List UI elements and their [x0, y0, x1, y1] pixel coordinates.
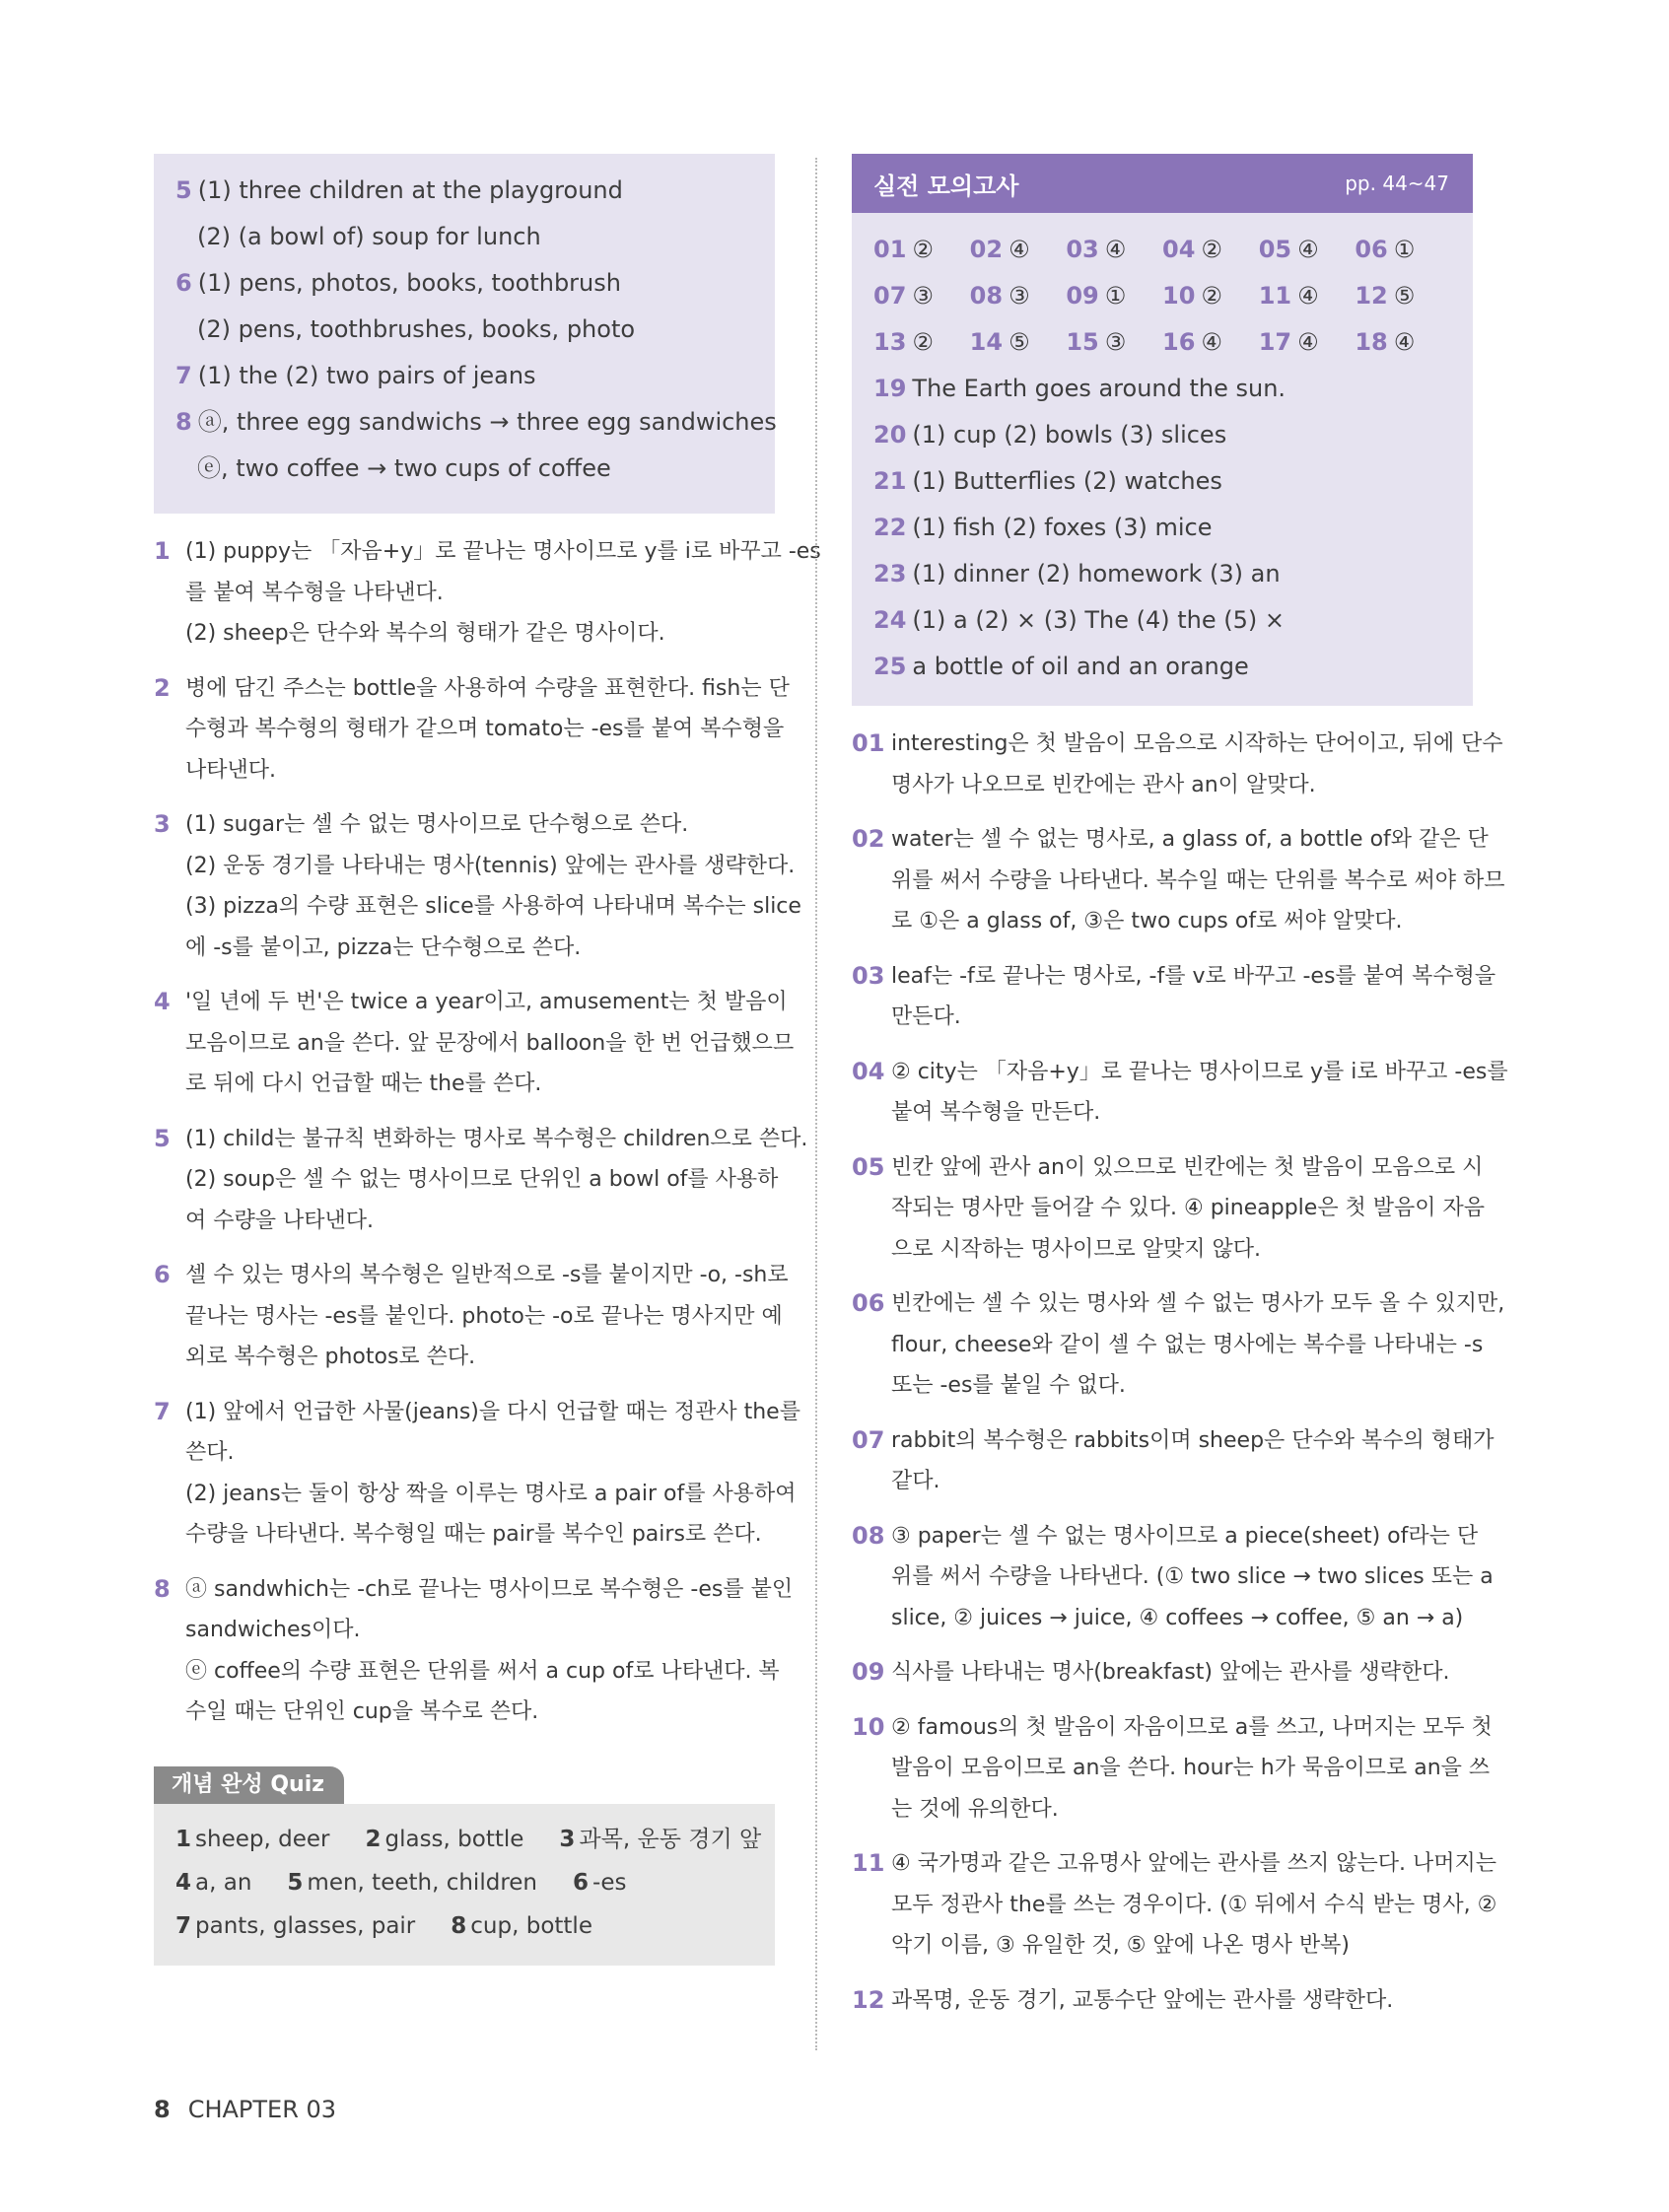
- explanation-item: [154, 1392, 800, 1555]
- mc-answer: [873, 227, 970, 273]
- question-number: 05: [1258, 236, 1292, 263]
- mc-answer: [1259, 319, 1356, 366]
- explanation-line: (1) 앞에서 언급한 사물(jeans)을 다시 언급할 때는 정관사 the를: [185, 1399, 800, 1424]
- answer-text: a bottle of oil and an orange: [912, 653, 1249, 680]
- quiz-number: 5: [287, 1869, 304, 1896]
- quiz-answer: [451, 1904, 592, 1948]
- quiz-answers: [154, 1804, 775, 1966]
- explanation-line: 위를 써서 수량을 나타낸다. 복수일 때는 단위를 복수로 써야 하므: [891, 867, 1505, 893]
- explanation-line: (1) puppy는 「자음+y」로 끝나는 명사이므로 y를 i로 바꾸고 -es: [185, 539, 821, 564]
- mc-answer-row: [873, 227, 1451, 273]
- explanation-line: 으로 시작하는 명사이므로 알맞지 않다.: [891, 1236, 1261, 1262]
- question-number: 07: [873, 282, 907, 310]
- explanation-text: [891, 956, 1495, 1038]
- explanation-line: 는 것에 유의한다.: [891, 1796, 1059, 1822]
- mock-test-header: [852, 154, 1473, 213]
- explanation-line: 빈칸 앞에 관사 an이 있으므로 빈칸에는 첫 발음이 모음으로 시: [891, 1154, 1484, 1180]
- mc-answer: [970, 227, 1067, 273]
- explanation-line: '일 년에 두 번'은 twice a year이고, amusement는 첫 발음이: [185, 990, 788, 1014]
- explanation-line: water는 셀 수 없는 명사로, a glass of, a bottle of와 같은 단: [891, 827, 1489, 852]
- question-number: 08: [969, 282, 1004, 310]
- explanation-line: ④ 국가명과 같은 고유명사 앞에는 관사를 쓰지 않는다. 나머지는: [891, 1851, 1496, 1876]
- answer-choice: ①: [1104, 282, 1127, 310]
- question-number: 22: [873, 514, 907, 541]
- question-number: 21: [873, 467, 907, 495]
- explanation-item: [852, 1980, 1473, 2022]
- explanation-line: 여 수량을 나타낸다.: [185, 1208, 374, 1233]
- explanation-text: [185, 1569, 793, 1733]
- written-answer-row: [873, 644, 1451, 690]
- answer-choice: ⑤: [1008, 328, 1030, 356]
- question-number: 19: [873, 375, 907, 402]
- answer-choice: ④: [1297, 282, 1319, 310]
- explanation-line: (3) pizza의 수량 표현은 slice를 사용하여 나타내며 복수는 slice: [185, 894, 801, 919]
- chapter-label: CHAPTER 03: [187, 2096, 337, 2123]
- explanation-line: slice, ② juices → juice, ④ coffees → coffee, ⑤ an → a): [891, 1605, 1464, 1630]
- quiz-text: 과목, 운동 경기 앞: [579, 1826, 762, 1852]
- quiz-answer: [573, 1861, 626, 1904]
- explanation-line: ⓐ sandwhich는 -ch로 끝나는 명사이므로 복수형은 -es를 붙인: [185, 1576, 794, 1602]
- answer-row: [175, 399, 777, 446]
- page-number: 8: [154, 2096, 171, 2123]
- explanation-item: [154, 1569, 794, 1733]
- quiz-answer: [175, 1861, 251, 1904]
- answer-choice: ②: [912, 236, 934, 263]
- explanation-text: [891, 1652, 1473, 1694]
- explanation-line: sandwiches이다.: [185, 1618, 361, 1642]
- mc-answer: [1066, 227, 1162, 273]
- quiz-number: 6: [573, 1869, 590, 1896]
- explanation-line: (2) jeans는 둘이 항상 짝을 이루는 명사로 a pair of를 사용하여: [185, 1481, 797, 1506]
- explanation-text: [185, 1119, 807, 1242]
- mock-test-title: 실전 모의고사: [873, 172, 1019, 200]
- quiz-answer: [175, 1904, 415, 1948]
- explanation-item: [852, 1283, 1505, 1407]
- explanation-item: [852, 724, 1503, 805]
- explanation-line: 붙여 복수형을 만든다.: [891, 1100, 1101, 1125]
- question-number: 15: [1066, 328, 1099, 356]
- explanation-line: 발음이 모음이므로 an을 쓴다. hour는 h가 묵음이므로 an을 쓰: [891, 1756, 1491, 1780]
- explanation-line: flour, cheese와 같이 셀 수 없는 명사에는 복수를 나타내는 -s: [891, 1332, 1484, 1357]
- explanation-number: 7: [154, 1397, 171, 1425]
- explanation-line: (2) 운동 경기를 나타내는 명사(tennis) 앞에는 관사를 생략한다.: [185, 853, 796, 878]
- quiz-number: 3: [559, 1826, 576, 1852]
- question-number: 20: [873, 421, 907, 449]
- written-answer-row: [873, 597, 1451, 644]
- explanation-line: 에 -s를 붙이고, pizza는 단수형으로 쓴다.: [185, 934, 582, 960]
- answer-row: [175, 446, 753, 492]
- explanation-text: [891, 1980, 1473, 2022]
- explanation-text: [891, 1147, 1485, 1271]
- question-number: 24: [873, 606, 907, 634]
- answer-text: (1) the (2) two pairs of jeans: [197, 362, 536, 389]
- explanation-text: [185, 531, 821, 655]
- quiz-row: [175, 1818, 762, 1861]
- explanation-text: [185, 982, 794, 1105]
- written-answer-row: [873, 505, 1451, 551]
- mc-answer: [1259, 273, 1356, 319]
- explanation-item: [852, 819, 1505, 942]
- answer-text: ⓐ, three egg sandwichs → three egg sandwiches: [197, 408, 777, 436]
- answer-text: (1) dinner (2) homework (3) an: [912, 560, 1281, 588]
- explanation-line: 식사를 나타내는 명사(breakfast) 앞에는 관사를 생략한다.: [891, 1660, 1450, 1685]
- quiz-text: -es: [592, 1869, 627, 1896]
- right-explanations: [852, 724, 1508, 2021]
- explanation-number: 08: [852, 1521, 885, 1550]
- mc-answer: [1355, 273, 1451, 319]
- answer-number: 5: [175, 176, 192, 204]
- answer-choice: ②: [1201, 282, 1222, 310]
- answer-number: 6: [175, 269, 192, 297]
- explanation-text: [891, 1707, 1493, 1831]
- quiz-row: [175, 1861, 757, 1904]
- explanation-item: [852, 956, 1496, 1038]
- explanation-item: [154, 1255, 789, 1378]
- answer-choice: ⑤: [1393, 282, 1416, 310]
- question-number: 25: [873, 653, 907, 680]
- written-answer-row: [873, 412, 1451, 458]
- explanation-line: 같다.: [891, 1469, 940, 1493]
- explanation-line: 만든다.: [891, 1004, 961, 1029]
- explanation-number: 04: [852, 1057, 885, 1085]
- written-answer-row: [873, 366, 1451, 412]
- answer-choice: ④: [1393, 328, 1416, 356]
- answer-text: (1) pens, photos, books, toothbrush: [197, 269, 621, 297]
- explanation-number: 03: [852, 961, 885, 990]
- explanation-line: 명사가 나오므로 빈칸에는 관사 an이 알맞다.: [891, 772, 1316, 797]
- explanation-number: 2: [154, 673, 171, 702]
- explanation-line: (2) sheep은 단수와 복수의 형태가 같은 명사이다.: [185, 621, 665, 646]
- explanation-line: 악기 이름, ③ 유일한 것, ⑤ 앞에 나온 명사 반복): [891, 1933, 1350, 1958]
- explanation-line: 모두 정관사 the를 쓰는 경우이다. (① 뒤에서 수식 받는 명사, ②: [891, 1892, 1497, 1917]
- answer-choice: ②: [1201, 236, 1222, 263]
- left-explanations: [154, 531, 821, 1733]
- mc-answer-row: [873, 319, 1451, 366]
- answer-text: (1) fish (2) foxes (3) mice: [912, 514, 1213, 541]
- explanation-line: ⓔ coffee의 수량 표현은 단위를 써서 a cup of로 나타낸다. 복: [185, 1658, 780, 1684]
- answer-text: (2) (a bowl of) soup for lunch: [197, 223, 541, 250]
- explanation-text: [185, 668, 790, 792]
- quiz-text: men, teeth, children: [307, 1869, 537, 1896]
- quiz-text: a, an: [195, 1869, 252, 1896]
- mc-answer: [1066, 319, 1162, 366]
- explanation-text: [185, 1392, 800, 1555]
- explanation-item: [852, 1420, 1495, 1502]
- quiz-number: 8: [451, 1912, 467, 1939]
- explanation-line: 수량을 나타낸다. 복수형일 때는 pair를 복수인 pairs로 쓴다.: [185, 1522, 762, 1547]
- answer-text: (2) pens, toothbrushes, books, photo: [197, 315, 636, 343]
- explanation-text: [891, 1420, 1495, 1502]
- explanation-line: 셀 수 있는 명사의 복수형은 일반적으로 -s를 붙이지만 -o, -sh로: [185, 1263, 789, 1287]
- explanation-line: 쓴다.: [185, 1440, 235, 1465]
- mc-answer: [970, 273, 1067, 319]
- explanation-line: 과목명, 운동 경기, 교통수단 앞에는 관사를 생략한다.: [891, 1987, 1394, 2013]
- answer-row: [175, 168, 753, 214]
- explanation-line: 수일 때는 단위인 cup을 복수로 쓴다.: [185, 1699, 539, 1724]
- explanation-line: 위를 써서 수량을 나타낸다. (① two slice → two slices 또는 a: [891, 1564, 1494, 1589]
- question-number: 23: [873, 560, 907, 588]
- quiz-text: sheep, deer: [195, 1826, 330, 1852]
- explanation-line: 수형과 복수형의 형태가 같으며 tomato는 -es를 붙여 복수형을: [185, 717, 785, 741]
- explanation-line: 로 ①은 a glass of, ③은 two cups of로 써야 알맞다.: [891, 909, 1403, 933]
- explanation-number: 11: [852, 1849, 885, 1877]
- question-number: 14: [969, 328, 1004, 356]
- explanation-line: ③ paper는 셀 수 없는 명사이므로 a piece(sheet) of라는 단: [891, 1523, 1479, 1549]
- explanation-number: 06: [852, 1289, 885, 1317]
- explanation-item: [852, 1652, 1473, 1694]
- left-column: [154, 154, 821, 1966]
- explanation-item: [852, 1147, 1486, 1271]
- page-footer: [154, 2096, 336, 2123]
- explanation-number: 02: [852, 825, 885, 853]
- mc-answer: [873, 273, 970, 319]
- explanation-number: 12: [852, 1985, 885, 2014]
- explanation-line: (1) sugar는 셀 수 없는 명사이므로 단수형으로 쓴다.: [185, 812, 689, 837]
- quiz-text: glass, bottle: [384, 1826, 524, 1852]
- question-number: 16: [1162, 328, 1196, 356]
- explanation-line: 외로 복수형은 photos로 쓴다.: [185, 1345, 476, 1369]
- explanation-line: 로 뒤에 다시 언급할 때는 the를 쓴다.: [185, 1071, 542, 1096]
- answer-text: (1) a (2) × (3) The (4) the (5) ×: [912, 606, 1285, 634]
- quiz-answer: [365, 1818, 523, 1861]
- answer-choice: ③: [1008, 282, 1030, 310]
- mc-answer: [970, 319, 1067, 366]
- explanation-line: ② city는 「자음+y」로 끝나는 명사이므로 y를 i로 바꾸고 -es를: [891, 1059, 1508, 1084]
- question-number: 11: [1258, 282, 1292, 310]
- explanation-item: [154, 668, 790, 792]
- quiz-number: 1: [175, 1826, 192, 1852]
- column-divider: [815, 158, 817, 2050]
- explanation-item: [154, 982, 795, 1105]
- question-number: 17: [1258, 328, 1292, 356]
- question-number: 06: [1355, 236, 1388, 263]
- answer-text: (1) three children at the playground: [197, 176, 623, 204]
- explanation-line: 또는 -es를 붙일 수 없다.: [891, 1373, 1126, 1398]
- quiz-number: 2: [365, 1826, 382, 1852]
- answer-choice: ④: [1297, 328, 1319, 356]
- explanation-text: [185, 804, 801, 968]
- answer-row: [175, 214, 753, 260]
- answer-number: 8: [175, 408, 192, 436]
- question-number: 09: [1066, 282, 1099, 310]
- mc-answer: [873, 319, 970, 366]
- quiz-answer: [559, 1818, 761, 1861]
- quiz-row: [175, 1904, 757, 1948]
- answer-text: (1) Butterflies (2) watches: [912, 467, 1222, 495]
- explanation-item: [852, 1843, 1497, 1967]
- explanation-line: rabbit의 복수형은 rabbits이며 sheep은 단수와 복수의 형태가: [891, 1427, 1495, 1453]
- answer-choice: ④: [1104, 236, 1127, 263]
- explanation-number: 1: [154, 537, 171, 565]
- question-number: 12: [1355, 282, 1388, 310]
- explanation-number: 07: [852, 1425, 885, 1454]
- answer-text: (1) cup (2) bowls (3) slices: [912, 421, 1227, 449]
- explanation-item: [852, 1707, 1493, 1831]
- explanation-line: 나타낸다.: [185, 757, 277, 783]
- quiz-answer: [287, 1861, 537, 1904]
- quiz-section: [154, 1766, 775, 1966]
- explanation-number: 4: [154, 988, 171, 1015]
- explanation-item: [154, 1119, 808, 1242]
- answer-key-box: [154, 154, 775, 514]
- explanation-item: [154, 531, 821, 655]
- answer-text: ⓔ, two coffee → two cups of coffee: [197, 454, 611, 482]
- answer-number: 7: [175, 362, 192, 389]
- explanation-number: 01: [852, 729, 885, 757]
- mc-answer: [1259, 227, 1356, 273]
- answer-text: The Earth goes around the sun.: [912, 375, 1287, 402]
- mock-test-answers: [852, 213, 1473, 706]
- quiz-answer: [175, 1818, 329, 1861]
- explanation-line: 작되는 명사만 들어갈 수 있다. ④ pineapple은 첫 발음이 자음: [891, 1196, 1486, 1220]
- mc-answer: [1355, 319, 1451, 366]
- answer-choice: ④: [1201, 328, 1222, 356]
- mock-test-pages: pp. 44~47: [1345, 172, 1449, 195]
- mc-answer: [1066, 273, 1162, 319]
- explanation-line: 병에 담긴 주스는 bottle을 사용하여 수량을 표현한다. fish는 단: [185, 675, 790, 701]
- mc-answer: [1162, 319, 1259, 366]
- quiz-text: cup, bottle: [470, 1912, 592, 1939]
- explanation-line: leaf는 -f로 끝나는 명사로, -f를 v로 바꾸고 -es를 붙여 복수형을: [891, 963, 1496, 989]
- explanation-text: [891, 1052, 1508, 1134]
- explanation-number: 8: [154, 1574, 171, 1603]
- answer-row: [175, 353, 753, 399]
- quiz-text: pants, glasses, pair: [195, 1912, 416, 1939]
- explanation-item: [852, 1516, 1494, 1639]
- explanation-line: 빈칸에는 셀 수 있는 명사와 셀 수 없는 명사가 모두 올 수 있지만,: [891, 1291, 1505, 1316]
- written-answer-row: [873, 551, 1451, 597]
- question-number: 01: [873, 236, 907, 263]
- explanation-line: (1) child는 불규칙 변화하는 명사로 복수형은 children으로 쓴다.: [185, 1126, 808, 1151]
- quiz-number: 4: [175, 1869, 192, 1896]
- explanation-line: 를 붙여 복수형을 나타낸다.: [185, 580, 444, 605]
- explanation-line: (2) soup은 셀 수 없는 명사이므로 단위인 a bowl of를 사용하: [185, 1167, 779, 1192]
- mc-answer: [1162, 227, 1259, 273]
- explanation-line: 끝나는 명사는 -es를 붙인다. photo는 -o로 끝나는 명사지만 예: [185, 1303, 783, 1329]
- answer-choice: ④: [1008, 236, 1030, 263]
- answer-choice: ③: [912, 282, 934, 310]
- answer-choice: ③: [1104, 328, 1127, 356]
- explanation-number: 6: [154, 1261, 171, 1288]
- explanation-line: interesting은 첫 발음이 모음으로 시작하는 단어이고, 뒤에 단수: [891, 731, 1503, 756]
- right-column: [852, 154, 1508, 2035]
- answer-row: [175, 260, 753, 307]
- explanation-text: [891, 1283, 1504, 1407]
- explanation-item: [852, 1052, 1508, 1134]
- question-number: 03: [1066, 236, 1099, 263]
- answer-choice: ④: [1297, 236, 1319, 263]
- explanation-text: [891, 724, 1503, 805]
- explanation-item: [154, 804, 801, 968]
- answer-choice: ②: [912, 328, 934, 356]
- explanation-text: [891, 819, 1505, 942]
- question-number: 10: [1162, 282, 1196, 310]
- explanation-line: 모음이므로 an을 쓴다. 앞 문장에서 balloon을 한 번 언급했으므: [185, 1030, 795, 1056]
- mc-answer: [1162, 273, 1259, 319]
- mc-answer-row: [873, 273, 1451, 319]
- answer-choice: ①: [1393, 236, 1416, 263]
- written-answer-row: [873, 458, 1451, 505]
- explanation-number: 05: [852, 1152, 885, 1181]
- quiz-title: 개념 완성 Quiz: [154, 1766, 344, 1804]
- question-number: 18: [1355, 328, 1388, 356]
- explanation-number: 10: [852, 1712, 885, 1741]
- explanation-number: 3: [154, 810, 171, 838]
- explanation-text: [185, 1255, 789, 1378]
- quiz-number: 7: [175, 1912, 192, 1939]
- explanation-text: [891, 1516, 1494, 1639]
- explanation-text: [891, 1843, 1496, 1967]
- explanation-line: ② famous의 첫 발음이 자음이므로 a를 쓰고, 나머지는 모두 첫: [891, 1714, 1493, 1740]
- question-number: 02: [969, 236, 1004, 263]
- answer-row: [175, 307, 753, 353]
- question-number: 04: [1162, 236, 1196, 263]
- explanation-number: 5: [154, 1124, 171, 1152]
- question-number: 13: [873, 328, 907, 356]
- mc-answer: [1355, 227, 1451, 273]
- explanation-number: 09: [852, 1658, 885, 1686]
